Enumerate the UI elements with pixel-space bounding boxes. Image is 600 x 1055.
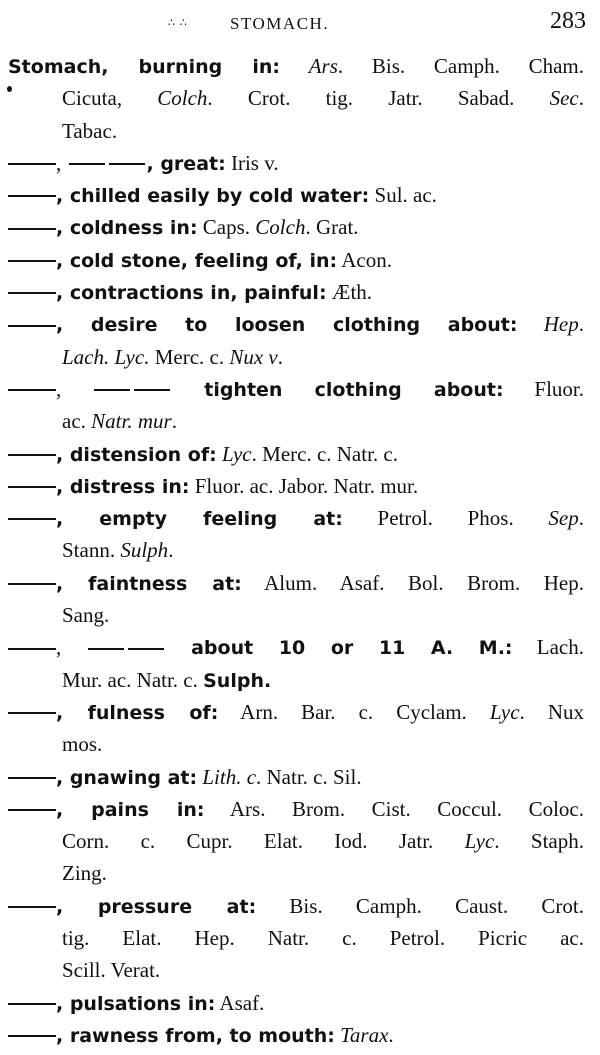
repeat-dash (8, 712, 56, 714)
rubric-entry (0, 470, 600, 502)
remedy-text: . (388, 1022, 394, 1047)
rubric-text: Sulph. (203, 669, 272, 692)
repeat-dash (8, 1003, 56, 1005)
remedy-text: , (56, 150, 67, 175)
remedy-text: Bis. Camph. Caust. Crot. (256, 893, 584, 918)
remedy-text: , (56, 635, 86, 660)
repeat-dash (8, 228, 56, 230)
remedy-continuation-line (0, 405, 600, 437)
remedy-italic: Lach. Lyc. (62, 344, 150, 369)
repeat-dash (8, 195, 56, 197)
rubric-line (0, 793, 600, 825)
remedy-text: Scill. Verat. (62, 958, 161, 983)
remedy-italic: Colch (157, 86, 208, 111)
remedy-continuation-line (0, 341, 600, 373)
repeat-dash (8, 163, 56, 165)
remedy-text: . (168, 538, 174, 563)
rubric-text: , great: (146, 152, 226, 175)
remedy-text: . Staph. (494, 829, 584, 854)
remedy-text: Cicuta, (62, 86, 158, 111)
rubric-entry (0, 567, 600, 632)
remedy-italic: Sec (549, 86, 579, 111)
remedy-italic: Lyc (489, 699, 520, 724)
remedy-text (280, 54, 309, 78)
remedy-italic: Nux v (229, 344, 278, 369)
sub-repeat-dash (134, 389, 170, 391)
remedy-italic: Natr. mur (91, 409, 172, 434)
rubric-line (0, 276, 600, 308)
remedy-text: Sul. ac. (369, 183, 437, 208)
repeat-dash (8, 454, 56, 456)
remedy-continuation-line (0, 599, 600, 631)
rubric-entry (0, 761, 600, 793)
rubric-entry (0, 631, 600, 696)
remedy-text: Sang. (62, 603, 110, 628)
remedy-text: . Grat. (305, 215, 359, 240)
remedy-text: Tabac. (62, 118, 118, 143)
remedy-text: Fluor. ac. Jabor. Natr. mur. (189, 473, 419, 498)
rubric-text: , desire to loosen clothing about: (56, 314, 518, 337)
rubric-entry (0, 502, 600, 567)
rubric-text: tighten clothing about: (172, 378, 504, 401)
remedy-text: Fluor. (503, 376, 584, 401)
rubric-line (0, 438, 600, 470)
rubric-entry (0, 244, 600, 276)
remedy-italic: Sep (548, 506, 579, 531)
rubric-entry (0, 438, 600, 470)
rubric-text: , distension of: (56, 443, 217, 466)
rubric-line (0, 696, 600, 728)
remedy-text: Zing. (62, 861, 107, 886)
rubric-entry (0, 890, 600, 987)
remedy-text: Merc. c. (149, 344, 230, 369)
rubric-text: , cold stone, feeling of, in: (56, 249, 338, 272)
remedy-text: Iris v. (225, 150, 279, 175)
remedy-text: Asaf. (215, 990, 265, 1015)
remedy-italic: Tarax (340, 1022, 389, 1047)
rubric-line (0, 50, 600, 82)
remedy-text: . Merc. c. Natr. c. (251, 441, 398, 466)
remedy-text: Mur. ac. Natr. c. (62, 667, 204, 692)
repeat-dash (8, 906, 56, 908)
rubric-text: , chilled easily by cold water: (56, 185, 370, 208)
sub-repeat-dash (94, 389, 130, 391)
remedy-continuation-line (0, 664, 600, 696)
remedy-text: . (578, 506, 584, 531)
rubric-line (0, 211, 600, 243)
rubric-entry (0, 373, 600, 438)
rubric-text: , empty feeling at: (56, 508, 343, 531)
rubric-text: , fulness of: (56, 701, 219, 724)
rubric-line (0, 502, 600, 534)
rubric-entry (0, 308, 600, 373)
remedy-text: tig. Elat. Hep. Natr. c. Petrol. Picric ac. (62, 926, 584, 951)
remedy-text: Ars. Brom. Cist. Coccul. Coloc. (204, 796, 584, 821)
page-number: 283 (550, 8, 586, 34)
sub-repeat-dash (88, 648, 124, 650)
rubric-entry (0, 211, 600, 243)
remedy-text: . Nux (519, 699, 584, 724)
rubric-line (0, 179, 600, 211)
remedy-italic: Lyc (464, 829, 495, 854)
remedy-text: Alum. Asaf. Bol. Brom. Hep. (241, 570, 584, 595)
remedy-text: . Bis. Camph. Cham. (337, 54, 585, 78)
rubric-text: , rawness from, to mouth: (56, 1024, 335, 1047)
rubric-entry (0, 1019, 600, 1051)
remedy-text: . Crot. tig. Jatr. Sabad. (207, 86, 550, 111)
remedy-text: Stann. (62, 538, 121, 563)
remedy-text: . (277, 344, 283, 369)
remedy-italic: Ars (308, 54, 338, 78)
remedy-text: Lach. (512, 635, 584, 660)
remedy-continuation-line (0, 728, 600, 760)
rubric-line (0, 987, 600, 1019)
remedy-text: Caps. (197, 215, 256, 240)
rubric-text: , pains in: (56, 798, 205, 821)
repeat-dash (8, 777, 56, 779)
rubric-text: , contractions in, painful: (56, 282, 327, 305)
repeat-dash (8, 260, 56, 262)
rubric-text: , pressure at: (56, 895, 257, 918)
remedy-text: ac. (62, 409, 92, 434)
rubric-line (0, 890, 600, 922)
rubric-line (0, 373, 600, 405)
repeat-dash (8, 1035, 56, 1037)
rubric-text: , pulsations in: (56, 992, 216, 1015)
repeat-dash (8, 389, 56, 391)
section-title: STOMACH. (230, 14, 330, 33)
rubric-entry (0, 696, 600, 761)
rubric-text: , coldness in: (56, 217, 198, 240)
sub-repeat-dash (69, 163, 105, 165)
remedy-text: Acon. (337, 247, 392, 272)
remedy-continuation-line (0, 954, 600, 986)
remedy-text: Arn. Bar. c. Cyclam. (218, 699, 490, 724)
remedy-continuation-line (0, 534, 600, 566)
rubric-line (0, 147, 600, 179)
remedy-italic: Lyc (221, 441, 252, 466)
remedy-continuation-line (0, 82, 600, 114)
repeat-dash (8, 486, 56, 488)
remedy-italic: Sulph (120, 538, 169, 563)
remedy-continuation-line (0, 922, 600, 954)
rubric-entry (0, 276, 600, 308)
remedy-text: Corn. c. Cupr. Elat. Iod. Jatr. (62, 829, 465, 854)
repeat-dash (8, 809, 56, 811)
repeat-dash (8, 583, 56, 585)
rubric-text: , distress in: (56, 475, 190, 498)
rubric-entry (0, 987, 600, 1019)
repeat-dash (8, 648, 56, 650)
rubric-entry (0, 50, 600, 147)
remedy-continuation-line (0, 825, 600, 857)
remedy-text: . (578, 312, 585, 337)
remedy-italic: Hep (543, 312, 579, 337)
remedy-continuation-line (0, 115, 600, 147)
rubric-text: Stomach, burning in: (8, 56, 280, 78)
remedy-italic: Colch (255, 215, 306, 240)
remedy-italic: Lith. c (202, 764, 257, 789)
rubric-line (0, 631, 600, 663)
rubric-line (0, 567, 600, 599)
remedy-text (517, 312, 543, 336)
remedy-text: , (56, 376, 93, 401)
remedy-text: Petrol. Phos. (342, 506, 549, 531)
rubric-line (0, 1019, 600, 1051)
sub-repeat-dash (109, 163, 145, 165)
rubric-text: , faintness at: (56, 572, 242, 595)
rubric-line (0, 308, 600, 340)
repertory-entries (0, 50, 600, 1051)
remedy-text: . (171, 409, 177, 434)
remedy-continuation-line (0, 857, 600, 889)
remedy-text: mos. (62, 732, 103, 757)
repeat-dash (8, 518, 56, 520)
remedy-text: Æth. (326, 280, 373, 305)
repeat-dash (8, 325, 56, 327)
repeat-dash (8, 292, 56, 294)
remedy-text: . Natr. c. Sil. (256, 764, 362, 789)
remedy-text: . (578, 86, 584, 111)
running-header (0, 6, 600, 36)
rubric-text: , gnawing at: (56, 766, 198, 789)
rubric-entry (0, 179, 600, 211)
rubric-line (0, 470, 600, 502)
rubric-line (0, 244, 600, 276)
rubric-entry (0, 147, 600, 179)
rubric-text: about 10 or 11 A. M.: (165, 637, 513, 660)
header-ornament: ∴ ∴ (168, 17, 188, 29)
rubric-line (0, 761, 600, 793)
rubric-entry (0, 793, 600, 890)
sub-repeat-dash (128, 648, 164, 650)
